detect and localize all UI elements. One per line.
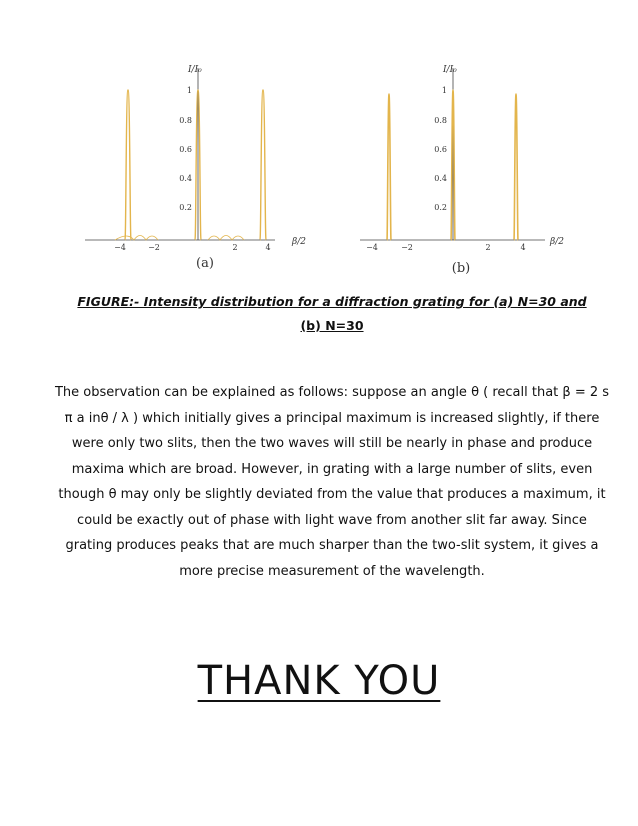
- y-tick-label: 0.4: [434, 174, 447, 183]
- y-tick-label: 0.2: [434, 203, 447, 212]
- x-axis-label: β/2: [292, 237, 306, 247]
- panel-label: (a): [196, 256, 214, 271]
- figure: [0, 60, 638, 275]
- x-tick-label: 4: [265, 243, 271, 252]
- principal-peak: [125, 90, 131, 240]
- x-tick-label: −4: [114, 243, 126, 252]
- intensity-plot-b: [355, 60, 595, 275]
- panel-label: (b): [451, 261, 471, 276]
- principal-peak: [387, 94, 391, 240]
- x-tick-label: 4: [520, 243, 526, 252]
- x-tick-label: 2: [485, 243, 491, 252]
- y-tick-label: 0.2: [179, 203, 192, 212]
- x-tick-label: 2: [232, 243, 238, 252]
- y-axis-label: I/I₀: [188, 65, 202, 75]
- principal-peak: [260, 90, 266, 240]
- intensity-plot-a: [80, 60, 306, 275]
- principal-peak: [514, 94, 518, 240]
- thank-you-heading: [0, 658, 638, 704]
- thank-you-text: THANK YOU: [197, 658, 441, 704]
- y-tick-label: 0.4: [179, 174, 192, 183]
- y-axis-label: I/I₀: [443, 65, 457, 75]
- secondary-fringes: [208, 236, 244, 241]
- y-tick-label: 1: [441, 86, 447, 95]
- x-tick-label: −2: [401, 243, 413, 252]
- secondary-fringes: [115, 236, 158, 241]
- y-tick-label: 0.8: [434, 116, 447, 125]
- y-tick-label: 0.6: [179, 145, 192, 154]
- caption-line-2: (b) N=30: [300, 318, 364, 333]
- y-tick-label: 1: [186, 86, 192, 95]
- y-tick-label: 0.8: [179, 116, 192, 125]
- body-paragraph: The observation can be explained as follows: suppose an angle θ ( recall that β = 2 s π a inθ / λ ) which initially gives a principal maximum is increased slightly, if there were only two slits, then the two waves will still be nearly in phase and produce maxima which are broad. However, in grating with a large number of slits, even though θ may only be slightly deviated from the value that produces a maximum, it could be exactly out of phase with light wave from another slit far away. Since grating produces peaks that are much sharper than the two-slit system, it gives a more precise measurement of the wavelength.: [54, 385, 610, 579]
- x-tick-label: −2: [148, 243, 160, 252]
- figure-caption: [56, 290, 608, 338]
- caption-line-1: FIGURE:- Intensity distribution for a diffraction grating for (a) N=30 and: [77, 294, 587, 309]
- x-tick-label: −4: [366, 243, 378, 252]
- x-axis-label: β/2: [550, 237, 564, 247]
- y-tick-label: 0.6: [434, 145, 447, 154]
